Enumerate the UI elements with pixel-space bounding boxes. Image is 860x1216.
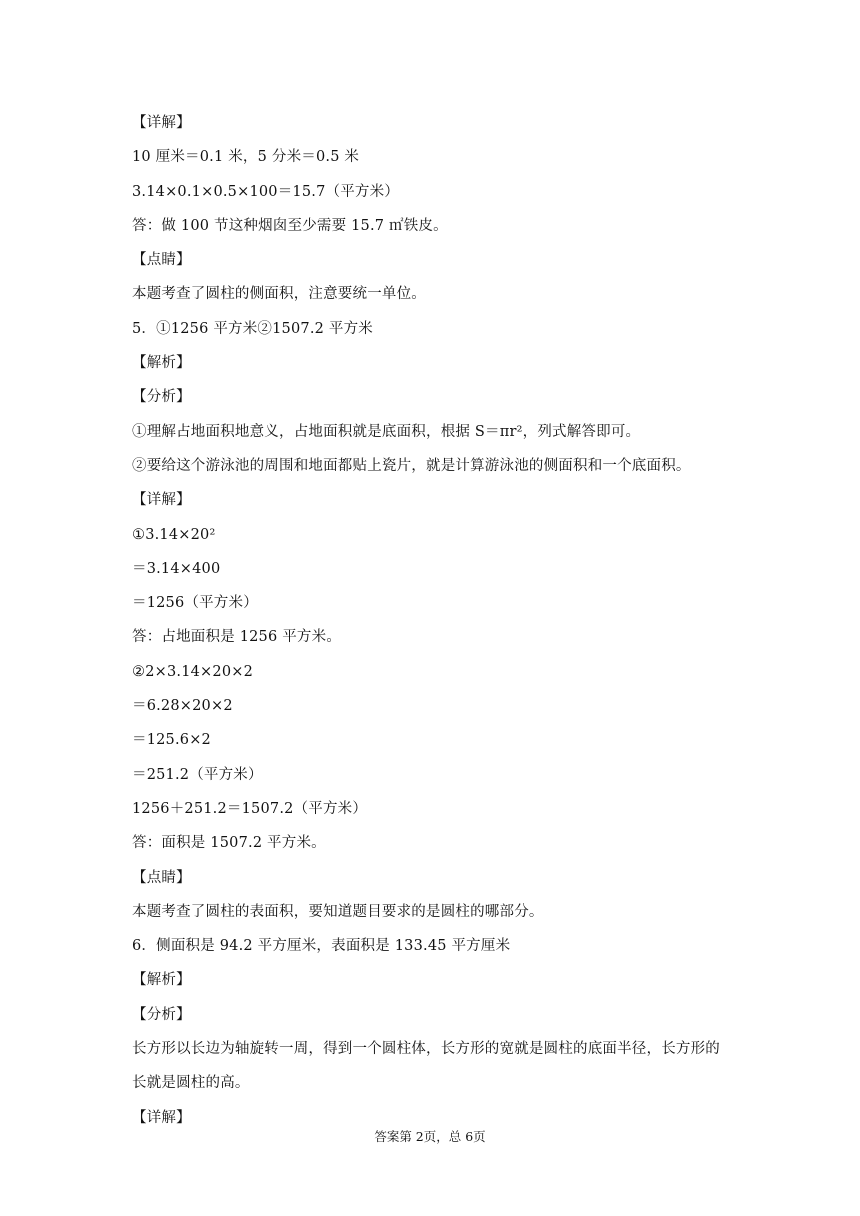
text-line: 长方形以长边为轴旋转一周，得到一个圆柱体，长方形的宽就是圆柱的底面半径，长方形的 (132, 1041, 720, 1058)
formula-line: ①3.14×20² (132, 526, 216, 543)
text-line: ②要给这个游泳池的周围和地面都贴上瓷片，就是计算游泳池的侧面积和一个底面积。 (132, 457, 691, 474)
document-body (132, 106, 742, 1135)
formula-line: 1256＋251.2＝1507.2（平方米） (132, 800, 368, 817)
section-heading-analysis: 【解析】 (132, 355, 191, 372)
formula-line: ＝3.14×400 (132, 560, 221, 577)
formula-line: ＝1256（平方米） (132, 595, 258, 612)
formula-line: ＝6.28×20×2 (132, 698, 233, 715)
formula-line: ②2×3.14×20×2 (132, 663, 254, 680)
page-footer: 答案第 2页，总 6页 (374, 1129, 486, 1144)
formula-line: ＝251.2（平方米） (132, 766, 263, 783)
answer-line: 答：面积是 1507.2 平方米。 (132, 835, 326, 852)
text-line: 10 厘米＝0.1 米，5 分米＝0.5 米 (132, 149, 360, 166)
formula-line: ＝125.6×2 (132, 732, 211, 749)
section-heading-breakdown: 【分析】 (132, 1006, 191, 1023)
answer-line: 答：占地面积是 1256 平方米。 (132, 629, 342, 646)
section-heading-analysis: 【解析】 (132, 972, 191, 989)
question-answer-5: 5．①1256 平方米②1507.2 平方米 (132, 320, 373, 337)
text-line: 本题考查了圆柱的表面积，要知道题目要求的是圆柱的哪部分。 (132, 903, 544, 920)
text-line: 长就是圆柱的高。 (132, 1075, 250, 1092)
section-heading-breakdown: 【分析】 (132, 389, 191, 406)
section-heading-comment: 【点睛】 (132, 869, 191, 886)
section-heading-detail: 【详解】 (132, 492, 191, 509)
section-heading-detail: 【详解】 (132, 115, 191, 131)
section-heading-comment: 【点睛】 (132, 252, 191, 269)
question-answer-6: 6．侧面积是 94.2 平方厘米，表面积是 133.45 平方厘米 (132, 938, 511, 955)
text-line: 本题考查了圆柱的侧面积，注意要统一单位。 (132, 286, 426, 303)
text-line: 3.14×0.1×0.5×100＝15.7（平方米） (132, 183, 400, 200)
answer-line: 答：做 100 节这种烟囱至少需要 15.7 ㎡铁皮。 (132, 217, 448, 234)
section-heading-detail: 【详解】 (132, 1109, 191, 1126)
text-line: ①理解占地面积地意义，占地面积就是底面积，根据 S＝πr²，列式解答即可。 (132, 423, 641, 440)
